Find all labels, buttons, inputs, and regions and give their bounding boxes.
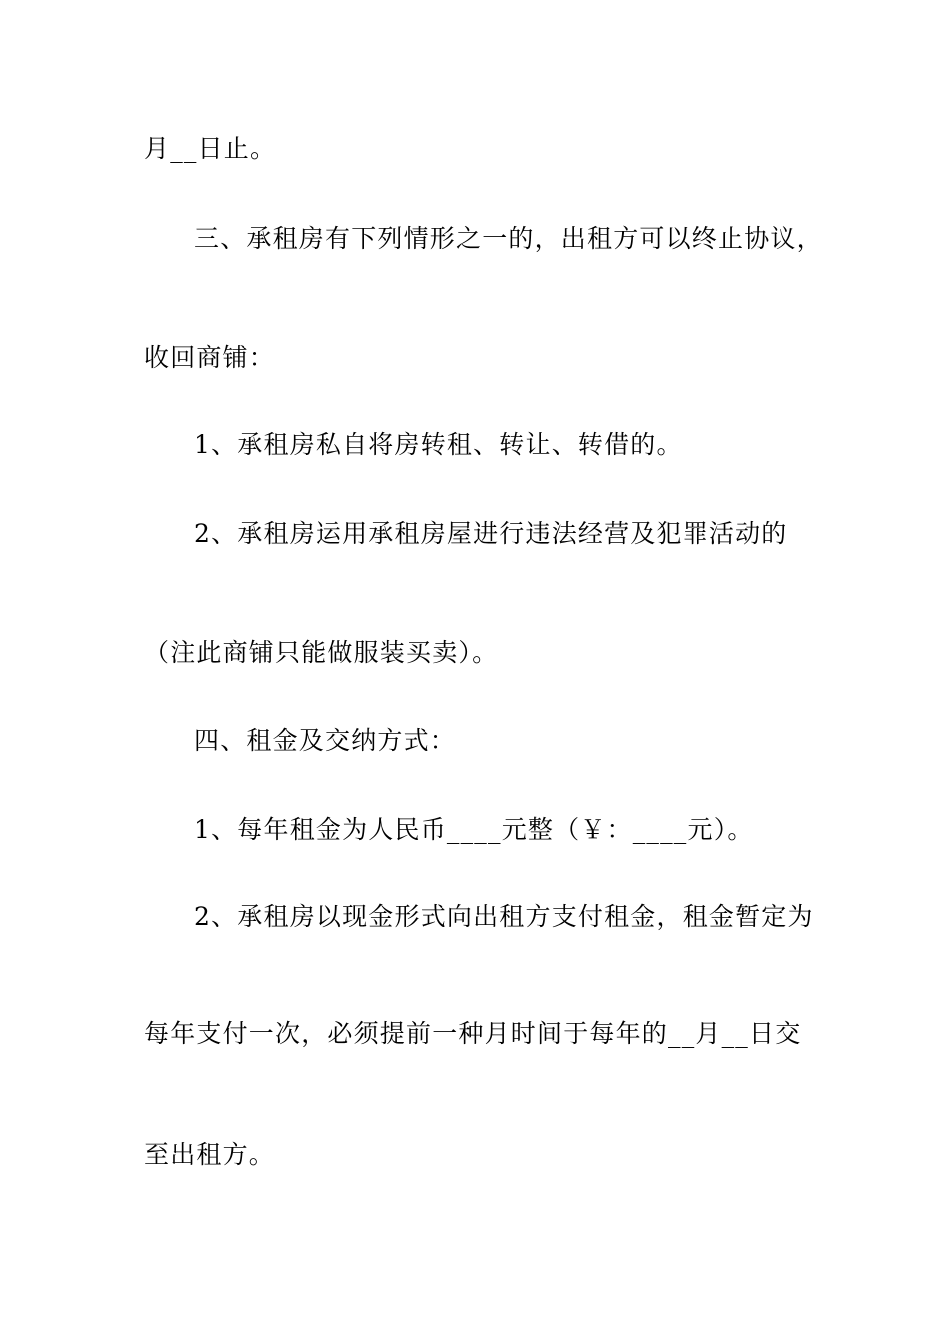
list-item: 2、承租房以现金形式向出租方支付租金，租金暂定为 [194, 902, 814, 931]
paragraph-line: 每年支付一次，必须提前一种月时间于每年的__月__日交 [144, 1019, 802, 1048]
list-item: 2、承租房运用承租房屋进行违法经营及犯罪活动的 [194, 519, 788, 548]
section-heading-four: 四、租金及交纳方式： [194, 726, 457, 755]
section-heading-three: 三、承租房有下列情形之一的，出租方可以终止协议， [194, 224, 823, 253]
paragraph-line: 月__日止。 [144, 134, 277, 163]
list-item: 1、每年租金为人民币____元整（￥：____元）。 [194, 815, 754, 844]
paragraph-line: （注此商铺只能做服装买卖）。 [144, 638, 499, 667]
list-item: 1、承租房私自将房转租、转让、转借的。 [194, 430, 683, 459]
paragraph-line: 至出租方。 [144, 1140, 276, 1169]
paragraph-line: 收回商铺： [144, 343, 276, 372]
